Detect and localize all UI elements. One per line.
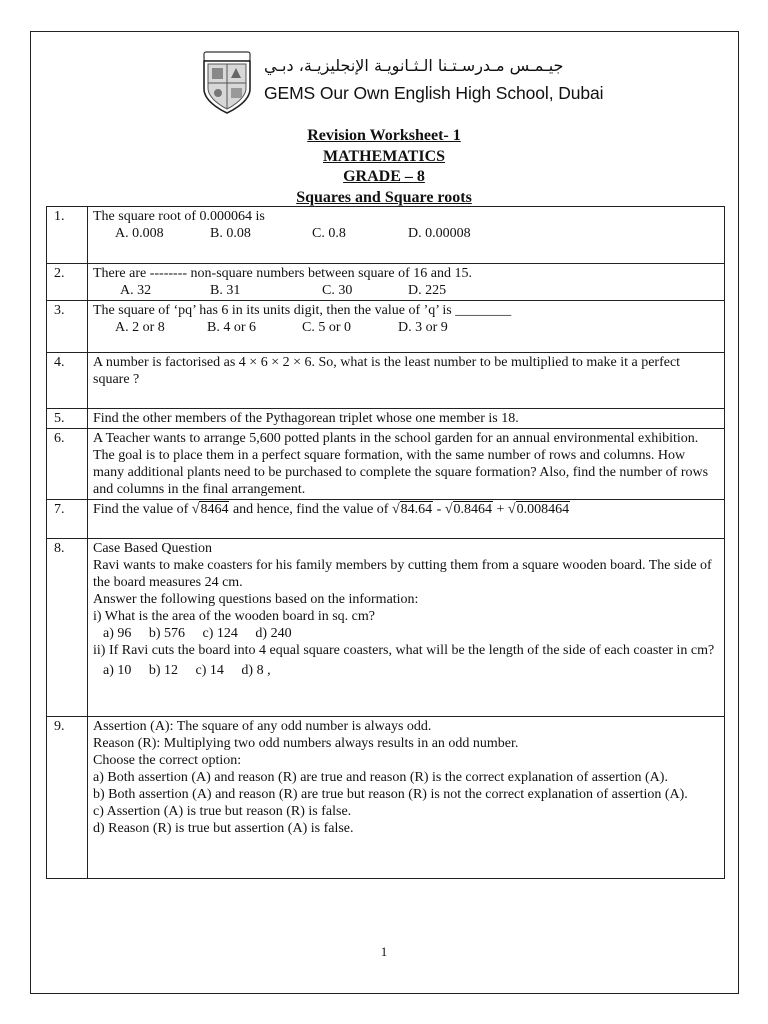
question-number: 3. [47, 301, 88, 353]
question-row [47, 429, 725, 500]
question-number: 4. [47, 353, 88, 409]
question-line: i) What is the area of the wooden board in sq. cm? [93, 609, 375, 624]
questions-table [46, 206, 725, 879]
question-text: A number is factorised as 4 × 6 × 2 × 6. So, what is the least number to be multiplied to make it a perfect square ? [88, 353, 725, 409]
operator: + [493, 502, 508, 517]
answer-options [93, 282, 719, 299]
option: A. 2 or 8 [115, 320, 165, 335]
question-row [47, 264, 725, 301]
radicand: 0.008464 [516, 502, 570, 517]
question-number: 8. [47, 539, 88, 717]
answer-options [93, 225, 719, 242]
topic-title: Squares and Square roots [296, 189, 472, 206]
school-name-arabic: جيـمـس مـدرسـتـنا الـثـانويـة الإنجليزيـة، دبـي [264, 56, 564, 75]
question-row [47, 539, 725, 717]
question-line: Reason (R): Multiplying two odd numbers always results in an odd number. [93, 736, 519, 751]
question-body [88, 539, 725, 717]
question-row [47, 207, 725, 264]
question-line: Choose the correct option: [93, 753, 242, 768]
page-number: 1 [380, 944, 388, 959]
question-row [47, 500, 725, 539]
question-number: 9. [47, 717, 88, 879]
question-line: a) Both assertion (A) and reason (R) are true and reason (R) is the correct explanation of assertion (A). [93, 770, 668, 785]
school-header [0, 51, 768, 115]
question-body [88, 264, 725, 301]
radicand: 84.64 [400, 502, 433, 517]
question-line: Ravi wants to make coasters for his family members by cutting them from a square wooden board. The side of the board measures 24 cm. [93, 558, 712, 590]
option: C. 0.8 [312, 226, 346, 241]
question-body [88, 301, 725, 353]
question-row [47, 717, 725, 879]
option: D. 225 [408, 283, 447, 298]
question-text: Find the other members of the Pythagorean triplet whose one member is 18. [88, 409, 725, 429]
option: D. 3 or 9 [398, 320, 448, 335]
option: B. 4 or 6 [207, 320, 256, 335]
radicand: 8464 [200, 502, 229, 517]
question-line: d) Reason (R) is true but assertion (A) is false. [93, 821, 354, 836]
option: C. 30 [322, 283, 353, 298]
question-line: Answer the following questions based on the information: [93, 592, 419, 607]
question-number: 5. [47, 409, 88, 429]
question-body [88, 717, 725, 879]
question-body [88, 207, 725, 264]
subject-title: MATHEMATICS [322, 148, 446, 165]
option: A. 0.008 [115, 226, 164, 241]
grade-title: GRADE – 8 [343, 168, 425, 185]
option: B. 0.08 [210, 226, 251, 241]
question-number: 7. [47, 500, 88, 539]
operator: - [433, 502, 445, 517]
question-number: 2. [47, 264, 88, 301]
answer-options [93, 319, 719, 336]
question-line: c) Assertion (A) is true but reason (R) is false. [93, 804, 352, 819]
question-line: Assertion (A): The square of any odd number is always odd. [93, 719, 432, 734]
question-text: The square root of 0.000064 is [93, 209, 265, 224]
answer-options: a) 96 b) 576 c) 124 d) 240 [103, 626, 292, 641]
option: B. 31 [210, 283, 241, 298]
question-line: b) Both assertion (A) and reason (R) are true but reason (R) is not the correct explanation of assertion (A). [93, 787, 688, 802]
question-text: There are -------- non-square numbers between square of 16 and 15. [93, 266, 472, 281]
option: A. 32 [120, 283, 152, 298]
question-number: 1. [47, 207, 88, 264]
question-body: Find the value of √8464 and hence, find the value of √84.64 - √0.8464 + √0.008464 [88, 500, 725, 539]
question-row [47, 301, 725, 353]
option: D. 0.00008 [408, 226, 471, 241]
question-text: A Teacher wants to arrange 5,600 potted plants in the school garden for an annual environmental exhibition. The goal is to place them in a perfect square formation, with the same number of rows and columns. How many additional plants need to be purchased to complete the square formation? Also, find the number of rows and columns in the final arrangement. [88, 429, 725, 500]
question-text: Find the value of [93, 502, 192, 517]
question-line: Case Based Question [93, 541, 212, 556]
answer-options: a) 10 b) 12 c) 14 d) 8 , [103, 663, 271, 678]
question-row [47, 353, 725, 409]
school-name-english: GEMS Our Own English High School, Dubai [264, 83, 604, 103]
radicand: 0.8464 [453, 502, 492, 517]
question-row [47, 409, 725, 429]
question-line: ii) If Ravi cuts the board into 4 equal square coasters, what will be the length of the side of each coaster in cm? [93, 643, 715, 658]
question-text: The square of ‘pq’ has 6 in its units digit, then the value of ’q’ is ________ [93, 303, 512, 318]
worksheet-title: Revision Worksheet- 1 [307, 127, 461, 144]
option: C. 5 or 0 [302, 320, 351, 335]
question-number: 6. [47, 429, 88, 500]
question-text: and hence, find the value of [229, 502, 392, 517]
school-crest-icon [198, 51, 256, 115]
